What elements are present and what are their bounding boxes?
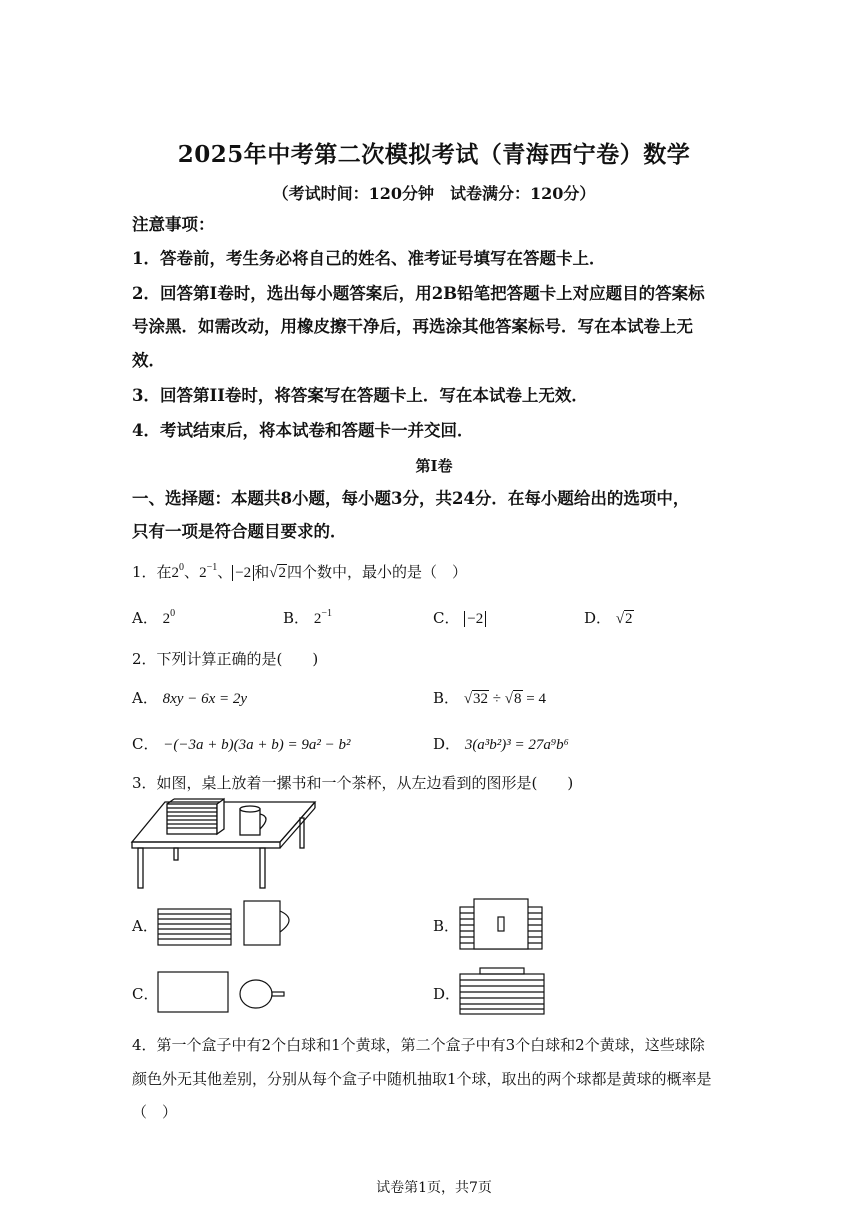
- q1-radicand: 2: [278, 565, 286, 581]
- question-4-line1: 4．第一个盒子中有2个白球和1个黄球，第二个盒子中有3个白球和2个黄球，这些球除: [132, 1036, 705, 1054]
- question-4-line3: （ ）: [132, 1103, 178, 1121]
- notes-heading: 注意事项：: [132, 215, 215, 234]
- q3-option-a-figure: [156, 899, 296, 949]
- question-1-stem: [132, 561, 467, 584]
- q1-exp-2: −1: [206, 562, 218, 573]
- note-item-1: 1．答卷前，考生务必将自己的姓名、准考证号填写在答题卡上．: [132, 249, 606, 268]
- note-item-4: 4．考试结束后，将本试卷和答题卡一并交回．: [132, 421, 474, 440]
- q1-a-exp: 0: [170, 608, 176, 619]
- q2-d-expr: 3(a³b²)³ = 27a⁹b⁶: [464, 737, 569, 753]
- note-item-2c: 效．: [132, 351, 165, 370]
- exam-title: 2025年中考第二次模拟考试（青海西宁卷）数学: [177, 141, 691, 168]
- q1-option-c[interactable]: [433, 607, 486, 630]
- q3-option-c-figure: [156, 970, 296, 1015]
- q1-exp-1: 0: [179, 562, 185, 573]
- q1-sep-2: 、: [217, 563, 233, 581]
- section-heading-line2: 只有一项是符合题目要求的．: [132, 522, 347, 541]
- q1-c-value: −2: [464, 611, 486, 627]
- q1-abs-value: −2: [232, 565, 254, 581]
- q1-base-1: 2: [171, 565, 180, 581]
- q1-suffix: 四个数中，最小的是（ ）: [286, 563, 467, 581]
- q1-b-base: 2: [313, 611, 322, 627]
- q1-b-exp: −1: [321, 608, 332, 619]
- note-item-3: 3．回答第II卷时，将答案写在答题卡上．写在本试卷上无效．: [132, 386, 588, 405]
- question-3-stem: 3．如图，桌上放着一摞书和一个茶杯，从左边看到的图形是( ): [132, 774, 574, 792]
- q3-option-b[interactable]: B．: [433, 917, 460, 935]
- q2-option-c[interactable]: [132, 733, 350, 756]
- q2-a-expr: 8xy − 6x = 2y: [162, 691, 247, 707]
- q2-b-radicand-2: 8: [514, 691, 522, 707]
- q1-option-d[interactable]: [584, 607, 634, 630]
- q1-base-2: 2: [199, 565, 207, 581]
- q1-option-a[interactable]: [132, 607, 175, 630]
- q1-d-sqrt: √2: [615, 611, 633, 627]
- q2-b-eq: = 4: [522, 691, 546, 707]
- volume-heading: 第I卷: [415, 457, 453, 475]
- q2-option-b[interactable]: B． √32 ÷ √8 = 4: [433, 689, 546, 707]
- q3-option-a[interactable]: A．: [132, 917, 158, 935]
- q1-d-radicand: 2: [625, 611, 633, 627]
- q2-option-d[interactable]: [433, 733, 569, 756]
- table-figure: [130, 797, 320, 892]
- q3-option-d[interactable]: D．: [433, 985, 461, 1003]
- q2-b-radicand-1: 32: [473, 691, 489, 707]
- note-item-2b: 号涂黑．如需改动，用橡皮擦干净后，再选涂其他答案标号．写在本试卷上无: [132, 317, 693, 336]
- q1-prefix: 1．在: [132, 563, 172, 581]
- q3-option-c[interactable]: C．: [132, 985, 159, 1003]
- q2-c-expr: −(−3a + b)(3a + b) = 9a² − b²: [163, 737, 351, 753]
- question-4-line2: 颜色外无其他差别，分别从每个盒子中随机抽取1个球，取出的两个球都是黄球的概率是: [132, 1070, 712, 1088]
- q3-option-d-figure: [458, 966, 548, 1018]
- q1-b-label: B．: [283, 609, 310, 627]
- note-item-2a: 2．回答第I卷时，选出每小题答案后，用2B铅笔把答题卡上对应题目的答案标: [132, 284, 705, 303]
- q2-option-a[interactable]: [132, 687, 247, 710]
- q2-b-div: ÷: [489, 691, 505, 707]
- q2-b-label: B．: [433, 689, 460, 707]
- q1-a-base: 2: [162, 611, 171, 627]
- question-2-stem: 2．下列计算正确的是( ): [132, 650, 319, 668]
- q2-c-label: C．: [132, 735, 159, 753]
- q2-a-label: A．: [132, 689, 158, 707]
- q1-sep-1: 、: [184, 563, 200, 581]
- q1-a-label: A．: [132, 609, 158, 627]
- q2-d-label: D．: [433, 735, 461, 753]
- section-heading-line1: 一、选择题：本题共8小题，每小题3分，共24分．在每小题给出的选项中，: [132, 489, 690, 508]
- q1-d-label: D．: [584, 609, 612, 627]
- q1-option-b[interactable]: [283, 607, 332, 630]
- exam-subtitle: （考试时间：120分钟 试卷满分：120分）: [272, 184, 596, 203]
- q3-option-b-figure: [458, 897, 548, 952]
- q1-sqrt: √2: [269, 565, 286, 581]
- q1-c-label: C．: [433, 609, 460, 627]
- q1-and: 和: [254, 563, 270, 581]
- page-footer: 试卷第1页，共7页: [376, 1180, 492, 1196]
